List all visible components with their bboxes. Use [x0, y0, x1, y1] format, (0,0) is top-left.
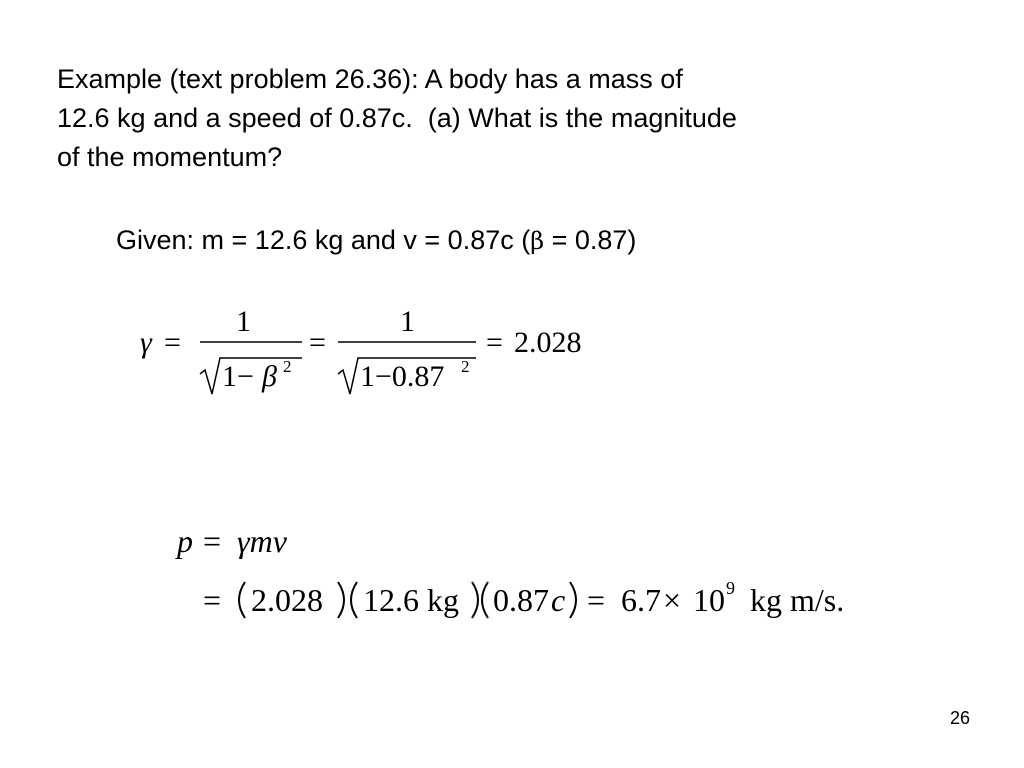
denominator-2: 1−0.87 [360, 360, 445, 393]
gamma-equation [138, 296, 618, 406]
result-exponent: 9 [726, 578, 735, 598]
paren-open-2 [351, 582, 357, 618]
given-prefix: Given: m = 12.6 kg and v = 0.87c ( [116, 225, 531, 255]
paren-open-3 [482, 582, 488, 618]
factor-3-number: 0.87 [493, 582, 549, 618]
momentum-rhs: γmv [237, 523, 287, 559]
result-units: kg m/s. [750, 582, 845, 618]
gamma-result: 2.028 [514, 326, 582, 359]
denominator-1-base: 1− [222, 360, 254, 393]
problem-line-2: 12.6 kg and a speed of 0.87c. (a) What is the magnitude [57, 103, 737, 133]
gamma-symbol: γ [140, 326, 152, 359]
equals-sign-1: = [164, 326, 181, 359]
equals-sign-3: = [486, 326, 503, 359]
paren-close-1 [338, 582, 344, 618]
factor-3-c: c [551, 582, 566, 618]
times-sign: × [663, 582, 682, 618]
exponent-2: 2 [461, 357, 470, 376]
equals-sign-2: = [309, 326, 326, 359]
factor-2: 12.6 kg [363, 582, 459, 618]
equals-sign-4: = [203, 523, 222, 559]
result-base: 10 [693, 582, 725, 618]
paren-open-1 [239, 582, 245, 618]
result-mantissa: 6.7 [621, 582, 661, 618]
exponent-1: 2 [283, 357, 292, 376]
momentum-p: p [177, 523, 193, 559]
equals-sign-5: = [203, 582, 222, 618]
denominator-1-beta: β [262, 360, 277, 393]
paren-close-2 [472, 582, 478, 618]
given-line [116, 222, 636, 259]
problem-statement [57, 60, 957, 177]
problem-line-1: Example (text problem 26.36): A body has a mass of [57, 64, 683, 94]
beta-symbol: β [530, 227, 545, 255]
equals-sign-6: = [587, 582, 606, 618]
given-suffix: = 0.87) [544, 225, 637, 255]
momentum-equation [175, 520, 895, 630]
numerator-2: 1 [400, 305, 415, 338]
paren-close-3 [570, 582, 576, 618]
factor-1: 2.028 [251, 582, 323, 618]
numerator-1: 1 [236, 305, 251, 338]
problem-line-3: of the momentum? [57, 142, 283, 172]
page-number: 26 [949, 708, 970, 728]
